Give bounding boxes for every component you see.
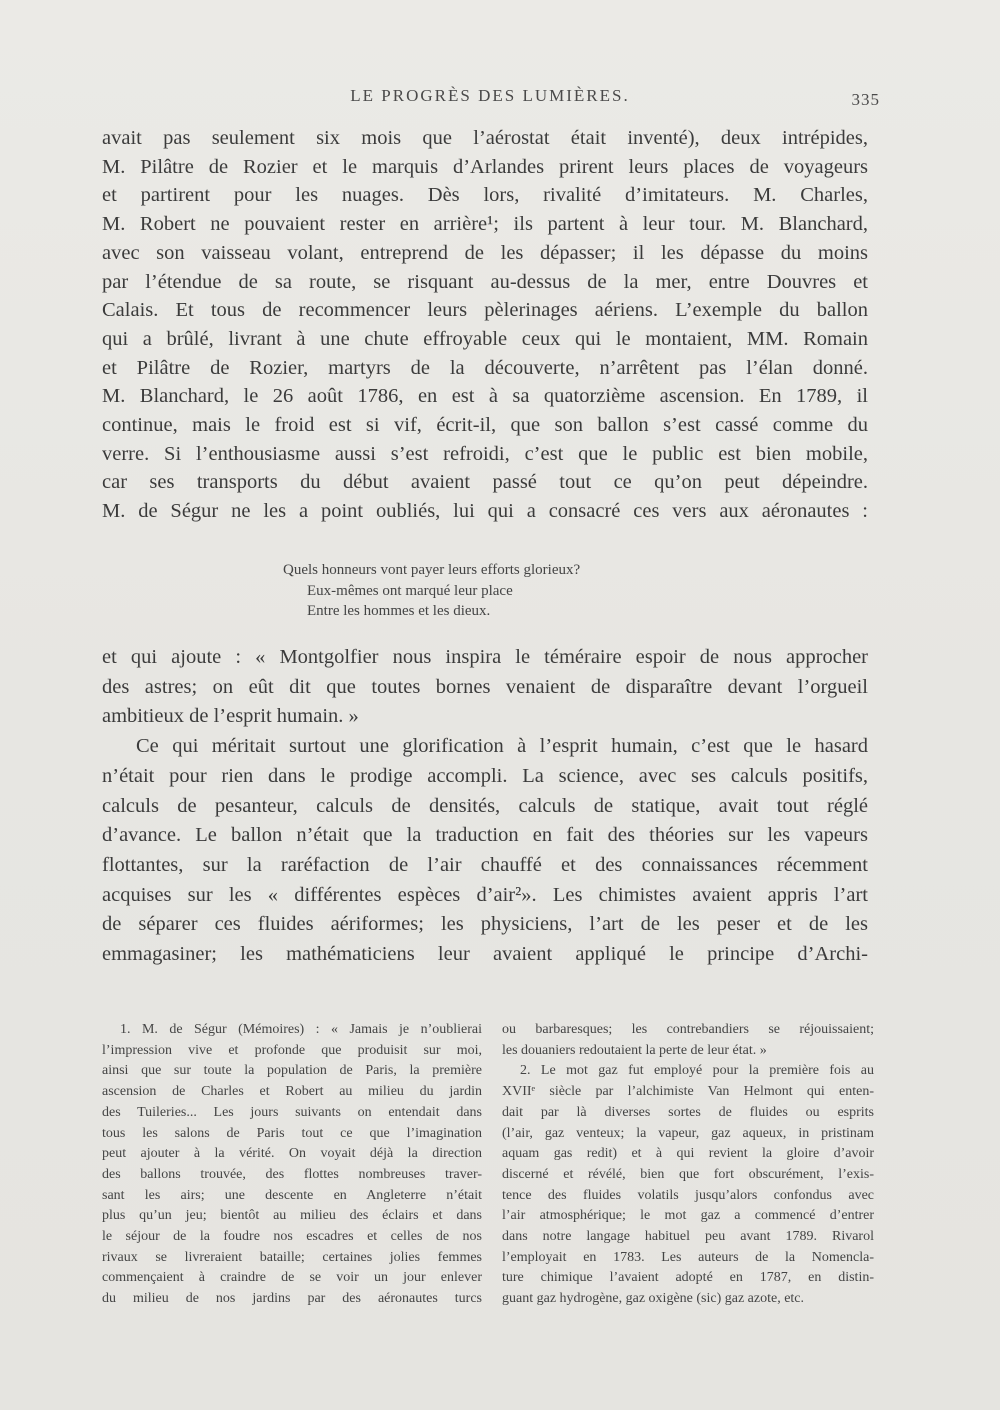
text-line: ambitieux de l’esprit humain. » <box>102 705 359 728</box>
text-line: et partirent pour les nuages. Dès lors, rivalité d’imitateurs. M. Charles, <box>102 184 868 207</box>
main-text-block-2 <box>102 643 868 970</box>
footnote-line: dans notre langage habituel peu avant 1789. Rivarol <box>502 1229 874 1245</box>
footnotes-right-column <box>502 1020 874 1310</box>
text-line: flottantes, sur la raréfaction de l’air chauffé et des connaissances récemment <box>102 853 868 876</box>
text-line: de séparer ces fluides aériformes; les physiciens, l’art de les peser et de les <box>102 913 868 936</box>
running-title: LE PROGRÈS DES LUMIÈRES. <box>350 86 630 105</box>
footnote-line: sant les airs; une descente en Angleterre n’était <box>102 1187 482 1203</box>
footnote-line: peut ajouter à la vérité. On voyait déjà la direction <box>102 1146 482 1162</box>
footnote-line: discerné et révélé, bien que fort obscurément, l’exis- <box>502 1166 874 1182</box>
text-line: M. Blanchard, le 26 août 1786, en est à sa quatorzième ascension. En 1789, il <box>102 385 868 408</box>
footnote-line: 2. Le mot gaz fut employé pour la première fois au <box>520 1063 874 1079</box>
footnote-line: ascension de Charles et Robert au milieu du jardin <box>102 1084 482 1100</box>
text-line: et Pilâtre de Rozier, martyrs de la découverte, n’arrêtent pas l’élan donné. <box>102 356 868 379</box>
footnote-line: (l’air, gaz venteux; la vapeur, gaz aqueux, in pristinam <box>502 1125 874 1141</box>
footnote-line: l’air atmosphérique; le mot gaz a commencé d’entrer <box>502 1208 874 1224</box>
verse-line: Entre les hommes et les dieux. <box>307 603 491 619</box>
footnote-line: ou barbaresques; les contrebandiers se réjouissaient; <box>502 1022 874 1037</box>
footnote-line: aquam gas redit) et à qui revient la gloire d’avoir <box>502 1146 874 1162</box>
text-line: calculs de pesanteur, calculs de densités, calculs de statique, avait tout réglé <box>102 794 868 817</box>
footnote-line: guant gaz hydrogène, gaz oxigène (sic) gaz azote, etc. <box>502 1291 805 1307</box>
footnote-line: l’impression vive et profonde que produisit sur moi, <box>102 1042 482 1058</box>
text-line: des astres; on eût dit que toutes bornes venaient de disparaître devant l’orgueil <box>102 675 868 698</box>
verse-line: Quels honneurs vont payer leurs efforts glorieux? <box>283 562 581 578</box>
text-line: car ses transports du début avaient passé tout ce qu’on peut dépeindre. <box>102 471 868 494</box>
text-line: qui a brûlé, livrant à une chute effroyable ceux qui le montaient, MM. Romain <box>102 327 868 350</box>
footnote-line: tous les salons de Paris tout ce que l’imagination <box>102 1125 482 1141</box>
text-line: verre. Si l’enthousiasme aussi s’est refroidi, c’est que le public est bien mobile, <box>102 442 868 465</box>
footnote-line: ture chimique l’avaient adopté en 1787, en distin- <box>502 1270 874 1286</box>
footnote-line: des ballons trouvée, des flottes nombreuses traver- <box>102 1166 482 1182</box>
footnote-line: des Tuileries... Les jours suivants on entendait dans <box>102 1104 482 1120</box>
footnote-line: plus qu’un jeu; bientôt au milieu des éclairs et dans <box>102 1208 482 1224</box>
main-text-block <box>102 124 868 526</box>
footnote-line: commençaient à craindre de se voir un jour enlever <box>102 1270 482 1286</box>
page-number: 335 <box>851 90 880 109</box>
footnote-line: tence des fluides volatils jusqu’alors confondus avec <box>502 1187 874 1203</box>
text-line: M. Robert ne pouvaient rester en arrière¹; ils partent à leur tour. M. Blanchard, <box>102 213 868 236</box>
text-line: avec son vaisseau volant, entreprend de les dépasser; il les dépasse du moins <box>102 241 868 264</box>
footnote-line: XVIIᵉ siècle par l’alchimiste Van Helmont qui enten- <box>502 1084 874 1100</box>
text-line: n’était pour rien dans le prodige accompli. La science, avec ses calculs positifs, <box>102 764 868 787</box>
running-header <box>100 86 880 110</box>
footnotes-left-column <box>102 1020 482 1310</box>
text-line: M. Pilâtre de Rozier et le marquis d’Arlandes prirent leurs places de voyageurs <box>102 155 868 178</box>
text-line: Calais. Et tous de recommencer leurs pèlerinages aériens. L’exemple du ballon <box>102 299 868 322</box>
footnote-line: rivaux se livreraient bataille; certaines jolies femmes <box>102 1249 482 1265</box>
text-line: Ce qui méritait surtout une glorification à l’esprit humain, c’est que le hasard <box>136 735 868 758</box>
text-line: par l’étendue de sa route, se risquant au-dessus de la mer, entre Douvres et <box>102 270 868 293</box>
footnote-line: 1. M. de Ségur (Mémoires) : « Jamais je n’oublierai <box>120 1022 482 1037</box>
verse-line: Eux-mêmes ont marqué leur place <box>307 582 513 599</box>
footnote-line: du milieu de nos jardins par des aéronautes turcs <box>102 1291 482 1307</box>
footnote-line: le séjour de la foudre nos escadres et celles de nos <box>102 1229 482 1245</box>
text-line: continue, mais le froid est si vif, écrit-il, que son ballon s’est cassé comme du <box>102 414 868 437</box>
text-line: M. de Ségur ne les a point oubliés, lui qui a consacré ces vers aux aéronautes : <box>102 500 868 523</box>
text-line: d’avance. Le ballon n’était que la traduction en fait des théories sur les vapeurs <box>102 824 868 847</box>
text-line: et qui ajoute : « Montgolfier nous inspira le téméraire espoir de nous approcher <box>102 646 868 668</box>
footnote-line: dait par là diverses sortes de fluides ou esprits <box>502 1104 874 1120</box>
footnote-line: l’employait en 1783. Les auteurs de la Nomencla- <box>502 1249 874 1265</box>
verse-quote <box>283 560 580 622</box>
text-line: avait pas seulement six mois que l’aérostat était inventé), deux intrépides, <box>102 127 868 149</box>
footnote-line: les douaniers redoutaient la perte de leur état. » <box>502 1042 767 1058</box>
text-line: acquises sur les « différentes espèces d’air²». Les chimistes avaient appris l’art <box>102 883 868 906</box>
text-line: emmagasiner; les mathématiciens leur avaient appliqué le principe d’Archi- <box>102 943 868 966</box>
footnote-line: ainsi que sur toute la population de Paris, la première <box>102 1063 482 1079</box>
